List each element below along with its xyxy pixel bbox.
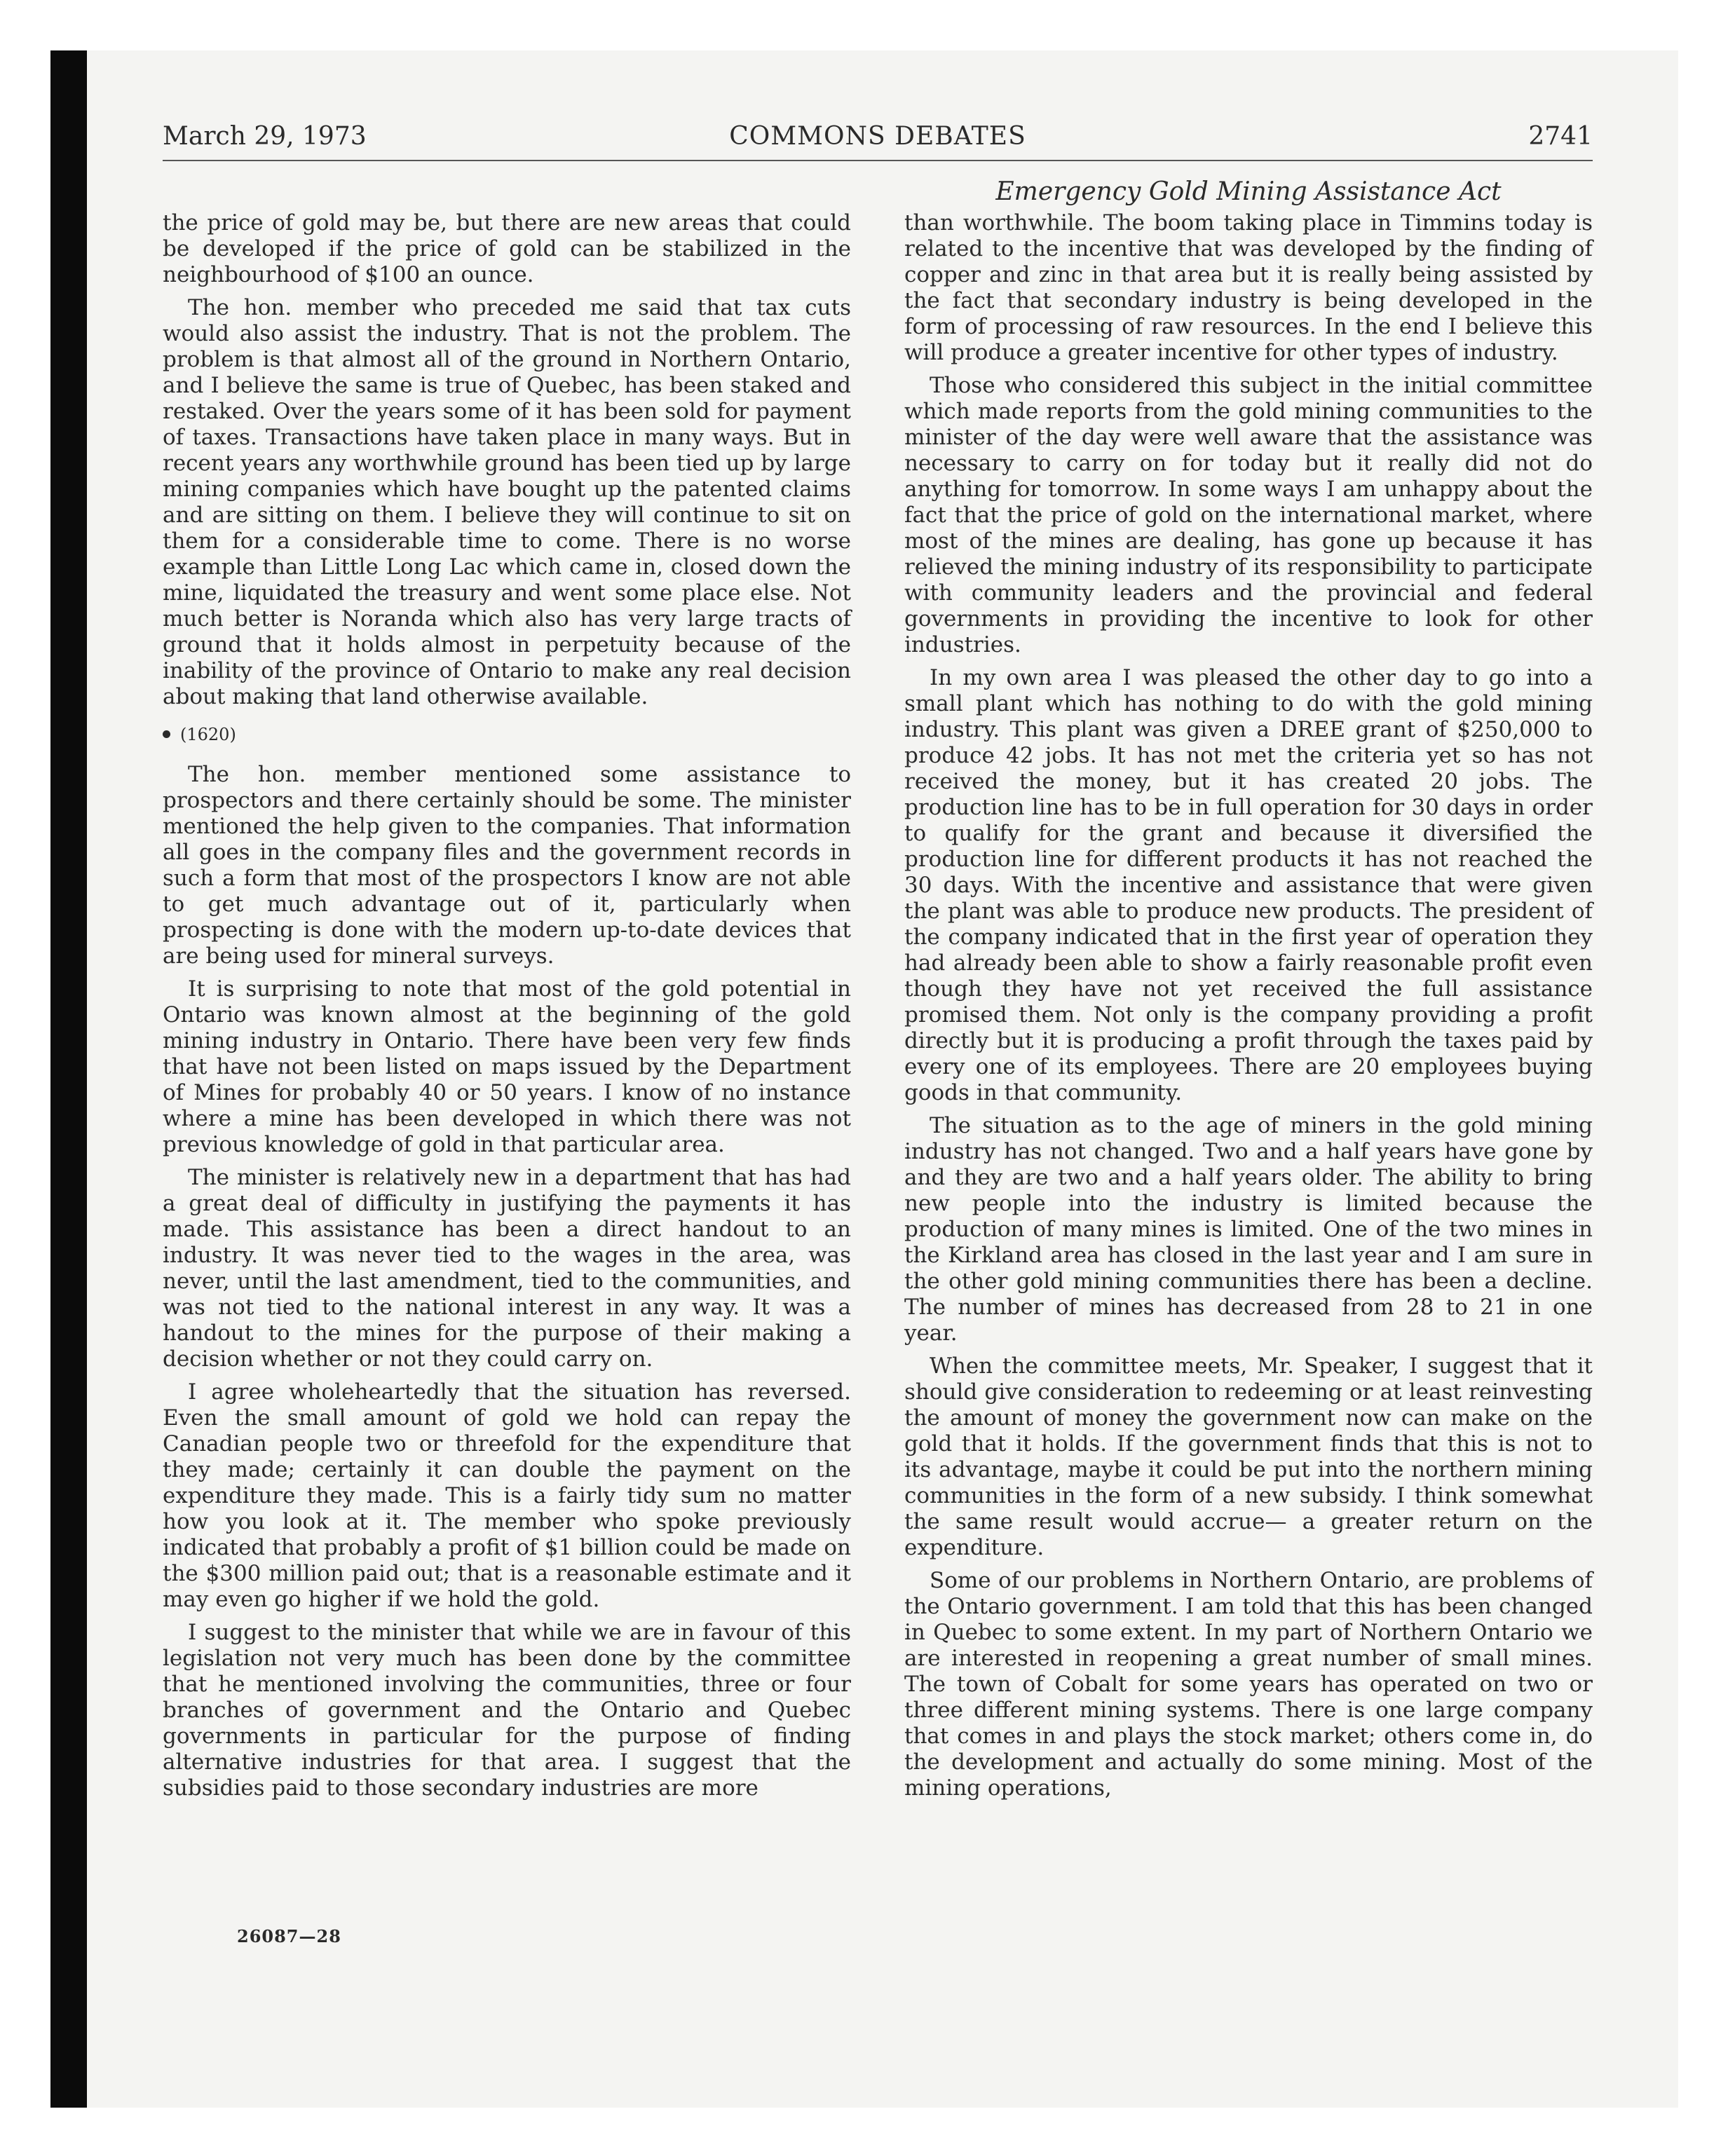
header-journal-title: COMMONS DEBATES — [729, 122, 1026, 151]
time-marker — [163, 724, 851, 745]
paragraph: When the committee meets, Mr. Speaker, I suggest that it should give consideration to redeeming or at least reinvesting the amount of money the government now can make on the gold that it holds. If the government finds that this is not to its advantage, maybe it could be put into the northern mining communities in the form of a new subsidy. I think somewhat the same result would accrue— a greater return on the expenditure. — [904, 1353, 1593, 1560]
paragraph: Those who considered this subject in the initial committee which made reports from the gold mining communities to the minister of the day were well aware that the assistance was necessary to carry on for today but it really did not do anything for tomorrow. In some ways I am unhappy about the fact that the price of gold on the international market, where most of the mines are dealing, has gone up because it has relieved the mining industry of its responsibility to participate with community leaders and the provincial and federal governments in providing the incentive to look for other industries. — [904, 373, 1593, 657]
left-column — [163, 210, 851, 1808]
paragraph: The hon. member mentioned some assistance to prospectors and there certainly should be some. The minister mentioned the help given to the companies. That information all goes in the company files and the government records in such a form that most of the prospectors I know are not able to get much advantage out of it, particularly when prospecting is done with the modern up-to-date devices that are being used for mineral surveys. — [163, 762, 851, 969]
right-column — [904, 210, 1593, 1808]
paragraph: The minister is relatively new in a department that has had a great deal of difficulty in justifying the payments it has made. This assistance has been a direct handout to an industry. It was never tied to the wages in the area, was never, until the last amendment, tied to the communities, and was not tied to the national interest in any way. It was a handout to the mines for the purpose of their making a decision whether or not they could carry on. — [163, 1165, 851, 1372]
paragraph: The hon. member who preceded me said that tax cuts would also assist the industry. That is not the problem. The problem is that almost all of the ground in Northern Ontario, and I believe the same is true of Quebec, has been staked and restaked. Over the years some of it has been sold for payment of taxes. Transactions have taken place in many ways. But in recent years any worthwhile ground has been tied up by large mining companies which have bought up the patented claims and are sitting on them. I believe they will continue to sit on them for a considerable time to come. There is no worse example than Little Long Lac which came in, closed down the mine, liquidated the treasury and went some place else. Not much better is Noranda which also has very large tracts of ground that it holds almost in perpetuity because of the inability of the province of Ontario to make any real decision about making that land otherwise available. — [163, 295, 851, 709]
section-subheader: Emergency Gold Mining Assistance Act — [995, 177, 1502, 206]
paragraph: The situation as to the age of miners in the gold mining industry has not changed. Two and a half years have gone by and they are two and a half years older. The ability to bring new people into the industry is limited because the production of many mines is limited. One of the two mines in the Kirkland area has closed in the last year and I am sure in the other gold mining communities there has been a decline. The number of mines has decreased from 28 to 21 in one year. — [904, 1113, 1593, 1346]
header-page-number: 2741 — [1528, 122, 1593, 151]
paragraph: It is surprising to note that most of the gold potential in Ontario was known almost at the beginning of the gold mining industry in Ontario. There have been very few finds that have not been listed on maps issued by the Department of Mines for probably 40 or 50 years. I know of no instance where a mine has been developed in which there was not previous knowledge of gold in that particular area. — [163, 976, 851, 1157]
bullet-dot-icon — [163, 730, 170, 738]
page-header — [163, 121, 1593, 161]
paragraph: Some of our problems in Northern Ontario, are problems of the Ontario government. I am told that this has been changed in Quebec to some extent. In my part of Northern Ontario we are interested in reopening a great number of small mines. The town of Cobalt for some years has operated on two or three different mining systems. There is one large company that comes in and plays the stock market; others come in, do the development and actually do some mining. Most of the mining operations, — [904, 1568, 1593, 1801]
paragraph: In my own area I was pleased the other day to go into a small plant which has nothing to do with the gold mining industry. This plant was given a DREE grant of $250,000 to produce 42 jobs. It has not met the criteria yet so has not received the money, but it has created 20 jobs. The production line has to be in full operation for 30 days in order to qualify for the grant and because it diversified the production line for different products it has not reached the 30 days. With the incentive and assistance that were given the plant was able to produce new products. The president of the company indicated that in the first year of operation they had already been able to show a fairly reasonable profit even though they have not yet received the full assistance promised them. Not only is the company providing a profit directly but it is producing a profit through the taxes paid by every one of its employees. There are 20 employees buying goods in that community. — [904, 665, 1593, 1105]
paragraph: the price of gold may be, but there are new areas that could be developed if the price of gold can be stabilized in the neighbourhood of $100 an ounce. — [163, 210, 851, 287]
time-marker-text: (1620) — [180, 725, 236, 744]
paragraph: than worthwhile. The boom taking place in Timmins today is related to the incentive that was developed by the finding of copper and zinc in that area but it is really being assisted by the fact that secondary industry is being developed in the form of processing of raw resources. In the end I believe this will produce a greater incentive for other types of industry. — [904, 210, 1593, 365]
paragraph: I suggest to the minister that while we are in favour of this legislation not very much has been done by the committee that he mentioned involving the communities, three or four branches of government and the Ontario and Quebec governments in particular for the purpose of finding alternative industries for that area. I suggest that the subsidies paid to those secondary industries are more — [163, 1620, 851, 1801]
scan-edge — [50, 50, 87, 2108]
paragraph: I agree wholeheartedly that the situation has reversed. Even the small amount of gold we hold can repay the Canadian people two or threefold for the expenditure that they made; certainly it can double the payment on the expenditure they made. This is a fairly tidy sum no matter how you look at it. The member who spoke previously indicated that probably a profit of $1 billion could be made on the $300 million paid out; that is a reasonable estimate and it may even go higher if we hold the gold. — [163, 1379, 851, 1612]
footer-print-code: 26087—28 — [237, 1926, 341, 1946]
header-date: March 29, 1973 — [163, 122, 367, 151]
